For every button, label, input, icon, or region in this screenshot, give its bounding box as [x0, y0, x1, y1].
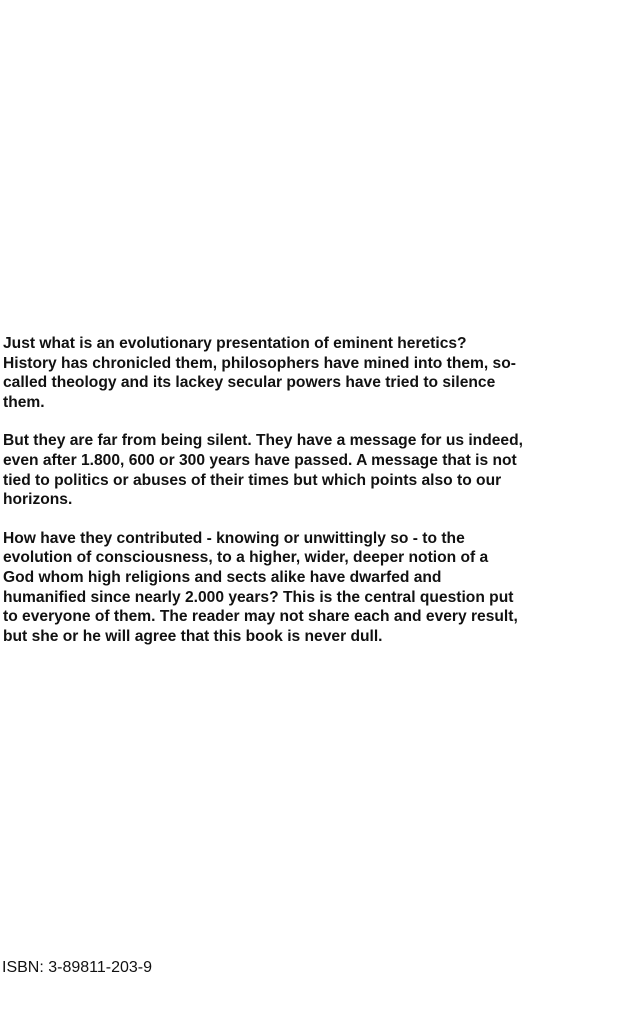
blurb-paragraph-3: How have they contributed - knowing or unwittingly so - to the evolution of consciousness, to a higher, wider, deeper notion of a God whom high religions and sects alike have dwarfed and humanified since nearly 2.000 years? This is the central question put to everyone of them. The reader may not share each and every result, but she or he will agree that this book is never dull. — [3, 529, 518, 645]
isbn-number: ISBN: 3-89811-203-9 — [2, 959, 153, 976]
back-cover-blurb — [3, 334, 523, 665]
blurb-paragraph-1: Just what is an evolutionary presentation of eminent heretics? History has chronicled them, philosophers have mined into them, so-called theology and its lackey secular powers have tried to silence them. — [3, 335, 516, 411]
blurb-paragraph-2: But they are far from being silent. They have a message for us indeed, even after 1.800, 600 or 300 years have passed. A message that is not tied to politics or abuses of their times but which points also to our horizons. — [3, 432, 523, 509]
